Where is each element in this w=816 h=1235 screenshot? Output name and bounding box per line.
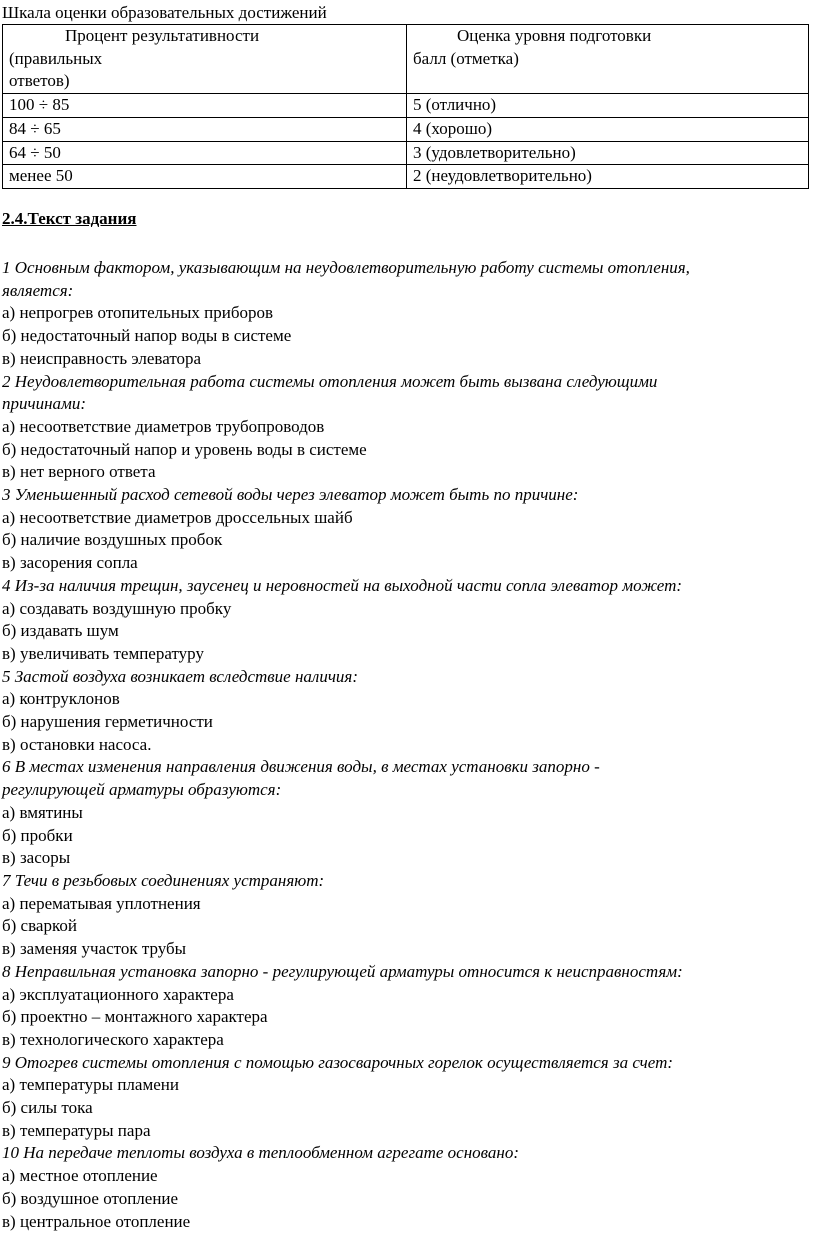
table-row	[3, 165, 809, 189]
answer-option: а) перематывая уплотнения	[2, 893, 201, 913]
answer-option: а) непрогрев отопительных приборов	[2, 303, 274, 323]
question-text: 1 Основным фактором, указывающим на неудовлетворительную работу системы отопления,	[2, 258, 690, 277]
question-text: 9 Отогрев системы отопления с помощью газосварочных горелок осуществляется за счет:	[2, 1052, 674, 1072]
question-text: 10 На передаче теплоты воздуха в теплообменном агрегате основано:	[2, 1143, 519, 1163]
answer-option: б) издавать шум	[2, 621, 119, 641]
question-text: 4 Из-за наличия трещин, заусенец и неровностей на выходной части сопла элеватор может:	[2, 575, 683, 595]
answer-option: б) недостаточный напор и уровень воды в системе	[2, 439, 367, 459]
header-grade-line: балл (отметка)	[413, 48, 519, 68]
question-block	[2, 1142, 808, 1233]
question-block	[2, 666, 808, 757]
question-text: является:	[2, 280, 74, 300]
header-percent-line: (правильных	[9, 48, 103, 68]
question-block	[2, 870, 808, 961]
percent-cell: 100 ÷ 85	[3, 94, 407, 118]
answer-option: в) заменяя участок трубы	[2, 939, 187, 959]
answer-option: в) неисправность элеватора	[2, 348, 202, 368]
answer-option: а) эксплуатационного характера	[2, 984, 234, 1004]
answer-option: а) контруклонов	[2, 689, 120, 709]
percent-cell: 84 ÷ 65	[3, 117, 407, 141]
question-block	[2, 257, 808, 371]
table-row	[3, 141, 809, 165]
header-percent-cell	[3, 25, 407, 94]
question-text: 6 В местах изменения направления движения воды, в местах установки запорно -	[2, 757, 600, 777]
table-row	[3, 94, 809, 118]
header-grade-line: Оценка уровня подготовки	[457, 26, 652, 45]
question-text: регулирующей арматуры образуются:	[2, 780, 282, 800]
question-text: причинами:	[2, 394, 87, 414]
answer-option: б) нарушения герметичности	[2, 712, 213, 732]
answer-option: а) несоответствие диаметров трубопроводов	[2, 416, 325, 436]
question-text: 8 Неправильная установка запорно - регулирующей арматуры относится к неисправностям:	[2, 961, 683, 981]
header-percent-line: ответов)	[9, 71, 70, 91]
answer-option: а) несоответствие диаметров дроссельных шайб	[2, 507, 353, 527]
question-block	[2, 484, 808, 575]
grade-cell: 3 (удовлетворительно)	[407, 141, 809, 165]
answer-option: в) засорения сопла	[2, 553, 138, 573]
answer-option: а) вмятины	[2, 802, 83, 822]
section-title: 2.4.Текст задания	[2, 209, 137, 228]
grade-cell: 2 (неудовлетворительно)	[407, 165, 809, 189]
percent-cell: менее 50	[3, 165, 407, 189]
answer-option: б) сваркой	[2, 916, 77, 936]
answer-option: в) засоры	[2, 848, 71, 868]
answer-option: в) остановки насоса.	[2, 734, 152, 754]
grading-scale-table	[2, 24, 809, 189]
grade-cell: 5 (отлично)	[407, 94, 809, 118]
answer-option: б) силы тока	[2, 1098, 93, 1118]
question-text: 2 Неудовлетворительная работа системы отопления может быть вызвана следующими	[2, 371, 658, 391]
question-block	[2, 756, 808, 870]
question-text: 7 Течи в резьбовых соединениях устраняют:	[2, 870, 325, 890]
question-block	[2, 575, 808, 666]
percent-cell: 64 ÷ 50	[3, 141, 407, 165]
question-text: 3 Уменьшенный расход сетевой воды через элеватор может быть по причине:	[2, 485, 579, 505]
answer-option: а) создавать воздушную пробку	[2, 598, 232, 618]
answer-option: в) увеличивать температуру	[2, 643, 204, 663]
answer-option: в) температуры пара	[2, 1120, 151, 1140]
answer-option: б) проектно – монтажного характера	[2, 1007, 268, 1027]
table-row	[3, 117, 809, 141]
question-block	[2, 1052, 808, 1143]
grade-cell: 4 (хорошо)	[407, 117, 809, 141]
question-text: 5 Застой воздуха возникает вследствие наличия:	[2, 666, 358, 686]
answer-option: б) пробки	[2, 825, 73, 845]
question-block	[2, 961, 808, 1052]
answer-option: а) местное отопление	[2, 1166, 158, 1186]
answer-option: б) недостаточный напор воды в системе	[2, 326, 292, 346]
answer-option: в) нет верного ответа	[2, 462, 156, 482]
table-header-row	[3, 25, 809, 94]
question-list	[2, 257, 808, 1233]
scale-title: Шкала оценки образовательных достижений	[2, 3, 327, 22]
answer-option: б) воздушное отопление	[2, 1188, 179, 1208]
header-grade-cell	[407, 25, 809, 94]
header-percent-line: Процент результативности	[65, 26, 260, 45]
answer-option: в) центральное отопление	[2, 1211, 191, 1231]
answer-option: а) температуры пламени	[2, 1075, 179, 1095]
answer-option: в) технологического характера	[2, 1029, 224, 1049]
answer-option: б) наличие воздушных пробок	[2, 530, 223, 550]
question-block	[2, 371, 808, 485]
